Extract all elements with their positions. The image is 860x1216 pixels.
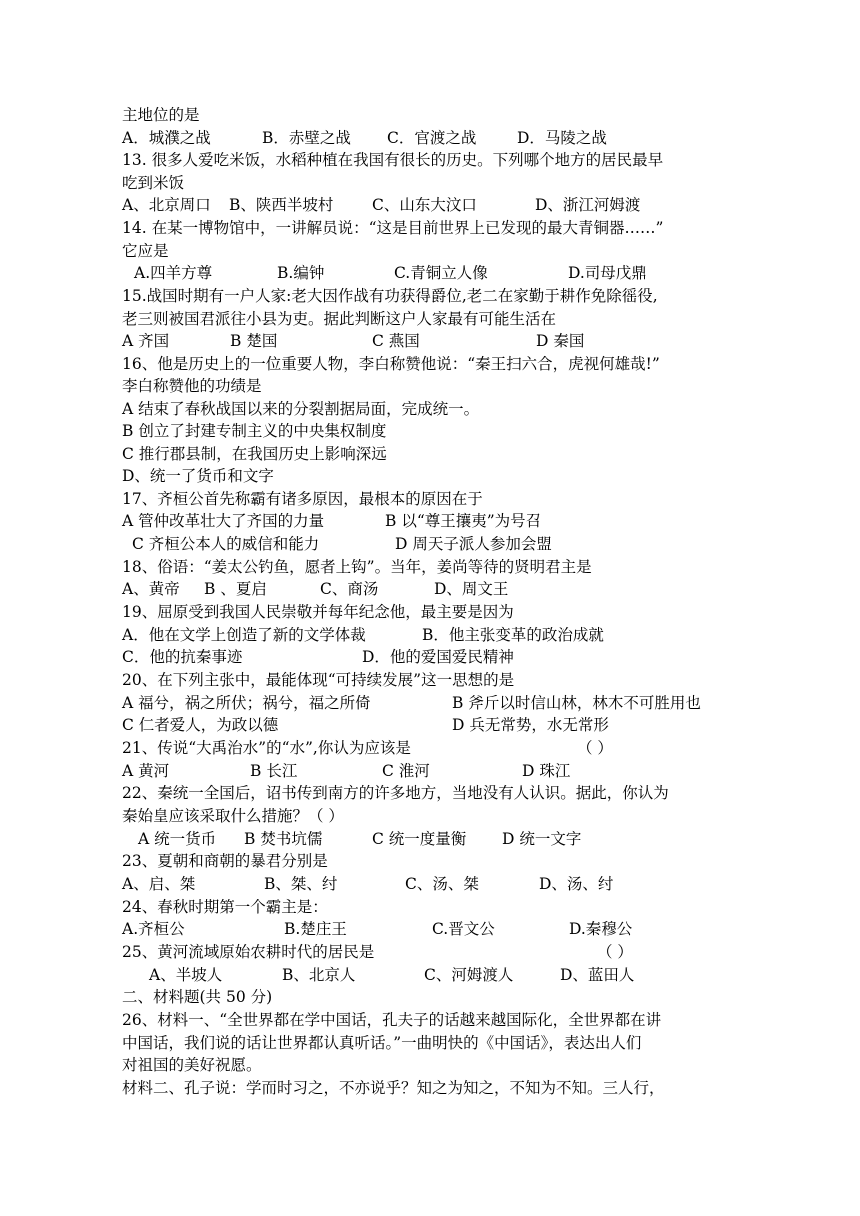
- option-text: D．马陵之战: [517, 129, 607, 147]
- text-line: 16、他是历史上的一位重要人物，李白称赞他说：“秦王扫六合，虎视何雄哉!”: [122, 355, 660, 373]
- option-text: A 统一货币: [138, 830, 217, 848]
- option-text: D 珠江: [522, 762, 571, 780]
- option-text: B.编钟: [277, 264, 325, 282]
- option-text: D、周文王: [434, 580, 509, 598]
- text-line: 二、材料题(共 50 分): [122, 988, 273, 1006]
- text-line: 20、在下列主张中，最能体现“可持续发展”这一思想的是: [122, 671, 515, 689]
- option-text: B、北京人: [282, 966, 356, 984]
- option-text: B、桀、纣: [264, 875, 338, 893]
- option-text: C、汤、桀: [405, 875, 479, 893]
- text-line: 李白称赞他的功绩是: [122, 377, 262, 395]
- text-line: 主地位的是: [122, 106, 200, 124]
- option-text: D.司母戊鼎: [568, 264, 647, 282]
- text-line: D、统一了货币和文字: [122, 467, 274, 485]
- option-text: D、浙江河姆渡: [535, 196, 641, 214]
- option-text: B．他主张变革的政治成就: [422, 626, 604, 644]
- option-text: D 周天子派人参加会盟: [395, 535, 552, 553]
- option-text: （ ）: [597, 943, 633, 961]
- option-text: A 黄河: [122, 762, 170, 780]
- option-text: B、陕西半坡村: [229, 196, 334, 214]
- text-line: 老三则被国君派往小县为吏。据此判断这户人家最有可能生活在: [122, 310, 557, 328]
- option-text: C、河姆渡人: [424, 966, 514, 984]
- option-text: C．他的抗秦事迹: [122, 648, 243, 666]
- option-text: 25、黄河流域原始农耕时代的居民是: [122, 943, 375, 961]
- option-text: C 淮河: [382, 762, 430, 780]
- text-line: 24、春秋时期第一个霸主是：: [122, 898, 328, 916]
- text-line: 14. 在某一博物馆中，一讲解员说：“这是目前世界上已发现的最大青铜器……”: [122, 219, 664, 237]
- option-text: 21、传说“大禹治水”的“水”,你认为应该是: [122, 739, 411, 757]
- option-text: A、北京周口: [122, 196, 211, 214]
- text-line: 23、夏朝和商朝的暴君分别是: [122, 852, 328, 870]
- option-text: A、半坡人: [149, 966, 223, 984]
- text-line: 18、俗语：“姜太公钓鱼，愿者上钩”。当年，姜尚等待的贤明君主是: [122, 558, 592, 576]
- option-text: B 、夏启: [204, 580, 267, 598]
- text-line: A 结束了春秋战国以来的分裂割据局面，完成统一。: [122, 400, 480, 418]
- text-line: 13. 很多人爱吃米饭，水稻种植在我国有很长的历史。下列哪个地方的居民最早: [122, 151, 664, 169]
- text-line: 材料二、孔子说：学而时习之，不亦说乎？知之为知之，不知为不知。三人行，: [122, 1079, 665, 1097]
- text-line: 吃到米饭: [122, 174, 185, 192]
- text-line: 26、材料一、“全世界都在学中国话，孔夫子的话越来越国际化，全世界都在讲: [122, 1011, 662, 1029]
- option-text: C 齐桓公本人的威信和能力: [132, 535, 320, 553]
- option-text: A．城濮之战: [122, 129, 211, 147]
- option-text: A 福兮，祸之所伏；祸兮，福之所倚: [122, 694, 371, 712]
- option-text: C．官渡之战: [387, 129, 477, 147]
- option-text: C.晋文公: [432, 920, 495, 938]
- option-text: D.秦穆公: [569, 920, 633, 938]
- option-text: A 管仲改革壮大了齐国的力量: [122, 512, 325, 530]
- option-text: C 仁者爱人，为政以德: [122, 716, 279, 734]
- text-line: 它应是: [122, 242, 169, 260]
- option-text: A.齐桓公: [122, 920, 185, 938]
- option-text: C 燕国: [372, 332, 420, 350]
- text-line: 秦始皇应该采取什么措施？（ ）: [122, 807, 344, 825]
- option-text: C、商汤: [320, 580, 379, 598]
- option-text: D、蓝田人: [560, 966, 635, 984]
- option-text: B 焚书坑儒: [244, 830, 323, 848]
- text-line: C 推行郡县制，在我国历史上影响深远: [122, 445, 387, 463]
- option-text: B.楚庄王: [284, 920, 347, 938]
- option-text: A 齐国: [122, 332, 170, 350]
- option-text: B 长江: [250, 762, 298, 780]
- option-text: D 秦国: [536, 332, 585, 350]
- option-text: A．他在文学上创造了新的文学体裁: [122, 626, 366, 644]
- option-text: D 兵无常势，水无常形: [452, 716, 609, 734]
- text-line: 对祖国的美好祝愿。: [122, 1056, 262, 1074]
- option-text: D、汤、纣: [539, 875, 614, 893]
- text-line: 19、屈原受到我国人民崇敬并每年纪念他，最主要是因为: [122, 603, 514, 621]
- option-text: A、黄帝: [122, 580, 180, 598]
- option-text: C.青铜立人像: [394, 264, 488, 282]
- text-line: 17、齐桓公首先称霸有诸多原因，最根本的原因在于: [122, 490, 483, 508]
- text-line: 15.战国时期有一户人家:老大因作战有功获得爵位,老二在家勤于耕作免除徭役,: [122, 287, 658, 305]
- text-line: B 创立了封建专制主义的中央集权制度: [122, 422, 387, 440]
- option-text: C 统一度量衡: [372, 830, 467, 848]
- option-text: B．赤壁之战: [262, 129, 351, 147]
- option-text: A.四羊方尊: [134, 264, 213, 282]
- option-text: B 以“尊王攘夷”为号召: [385, 512, 542, 530]
- option-text: A、启、桀: [122, 875, 196, 893]
- text-line: 22、秦统一全国后，诏书传到南方的许多地方，当地没有人认识。据此，你认为: [122, 784, 669, 802]
- text-line: 中国话，我们说的话让世界都认真听话。”一曲明快的《中国话》，表达出人们: [122, 1034, 642, 1052]
- option-text: D 统一文字: [502, 830, 582, 848]
- option-text: C、山东大汶口: [372, 196, 477, 214]
- option-text: B 楚国: [230, 332, 278, 350]
- option-text: D．他的爱国爱民精神: [362, 648, 514, 666]
- option-text: B 斧斤以时信山林，林木不可胜用也: [452, 694, 701, 712]
- option-text: （ ）: [577, 739, 613, 757]
